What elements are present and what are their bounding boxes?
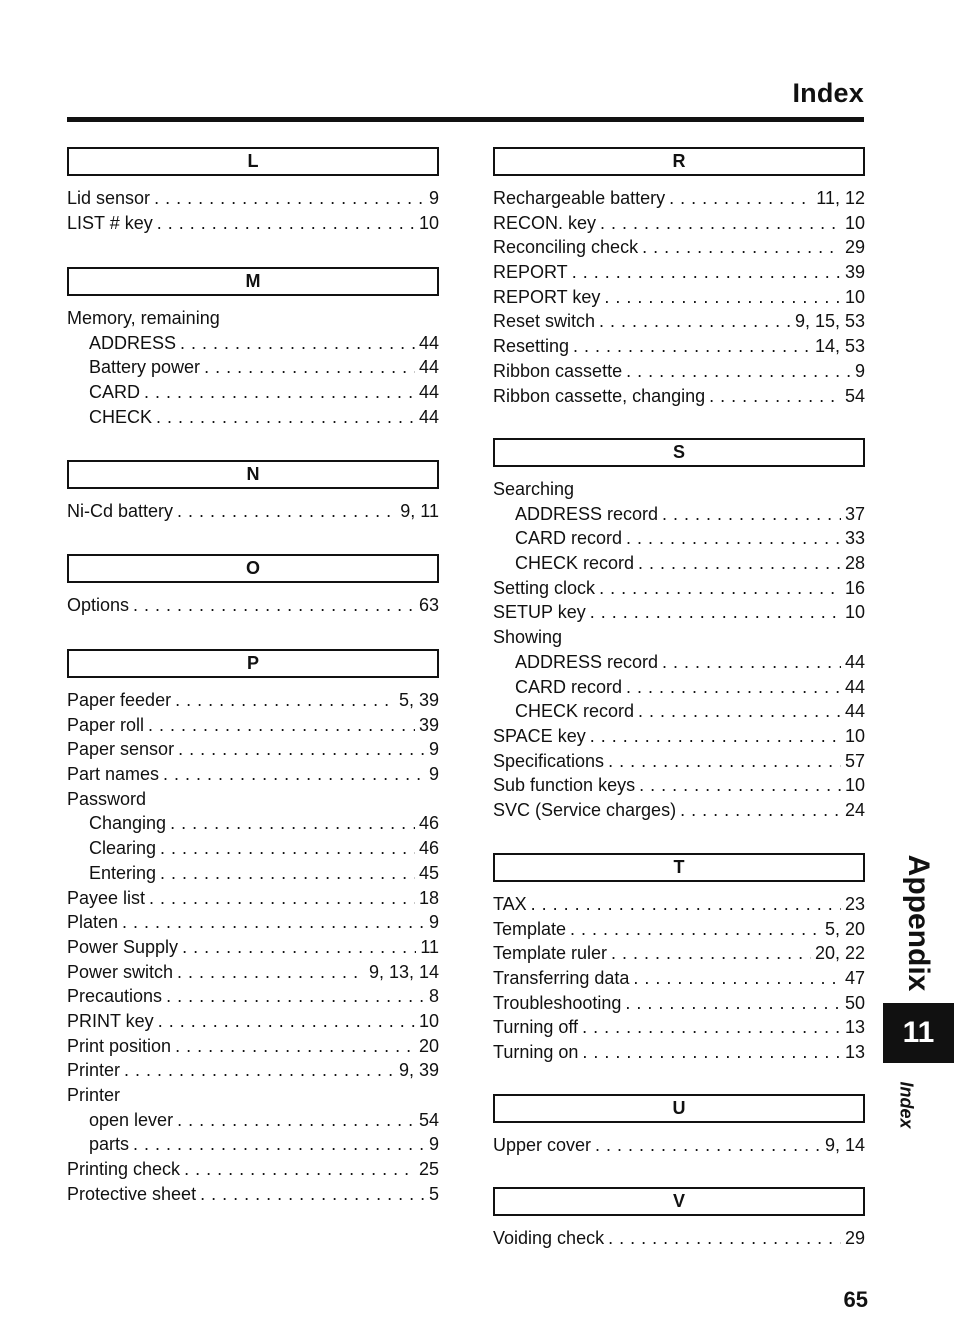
dot-leader <box>625 991 841 1016</box>
dot-leader <box>156 405 415 430</box>
index-entry <box>67 211 439 236</box>
index-pages: 16 <box>844 577 865 598</box>
index-term: Template <box>493 918 567 939</box>
dot-leader <box>133 1132 425 1157</box>
index-pages: 10 <box>844 602 865 623</box>
section-letter-box: V <box>493 1187 865 1216</box>
index-term: TAX <box>493 894 527 914</box>
dot-leader <box>163 762 425 787</box>
dot-leader <box>170 811 415 836</box>
index-term: SVC (Service charges) <box>493 799 677 820</box>
index-tab <box>888 1070 924 1140</box>
index-entry <box>493 334 865 359</box>
dot-leader <box>122 910 425 935</box>
index-section-m <box>67 267 439 429</box>
index-pages: 9 <box>428 764 439 785</box>
index-term: CHECK record <box>515 701 635 722</box>
index-section-l <box>67 147 439 235</box>
dot-leader <box>669 186 812 211</box>
index-entry <box>493 625 865 650</box>
dot-leader <box>160 836 415 861</box>
dot-leader <box>626 526 841 551</box>
index-term: REPORT key <box>493 286 601 307</box>
index-pages: 9, 39 <box>398 1060 439 1081</box>
index-section-s <box>493 438 865 823</box>
dot-leader <box>608 749 841 774</box>
dot-leader <box>590 724 841 749</box>
section-letter-box: N <box>67 460 439 489</box>
index-entry <box>493 551 865 576</box>
dot-leader <box>573 334 811 359</box>
section-letter-box: M <box>67 267 439 296</box>
dot-leader <box>709 384 841 409</box>
index-entry <box>67 984 439 1009</box>
index-pages: 47 <box>844 968 865 989</box>
index-term: Reset switch <box>493 311 596 332</box>
dot-leader <box>599 309 791 334</box>
dot-leader <box>642 235 841 260</box>
dot-leader <box>180 331 415 356</box>
index-pages: 9, 13, 14 <box>368 961 439 982</box>
index-term: Lid sensor <box>67 188 151 208</box>
section-letter-box: L <box>67 147 439 176</box>
index-term: Ribbon cassette <box>493 360 623 381</box>
index-entry <box>67 713 439 738</box>
index-entry <box>67 861 439 886</box>
index-entry <box>67 331 439 356</box>
dot-leader <box>639 773 841 798</box>
index-term: Paper sensor <box>67 739 175 760</box>
index-pages: 5, 39 <box>398 690 439 710</box>
dot-leader <box>611 941 811 966</box>
index-term: PRINT key <box>67 1010 154 1031</box>
index-pages: 29 <box>844 237 865 258</box>
dot-leader <box>600 211 841 236</box>
index-pages: 20 <box>418 1035 439 1056</box>
index-entry <box>67 836 439 861</box>
index-term: Protective sheet <box>67 1183 197 1204</box>
dot-leader <box>177 960 365 985</box>
index-entry <box>493 699 865 724</box>
index-term: Power Supply <box>67 936 179 957</box>
index-pages: 10 <box>844 775 865 796</box>
index-pages: 44 <box>844 701 865 722</box>
index-entry <box>493 798 865 823</box>
chapter-number-box: 11 <box>883 1003 954 1063</box>
index-pages: 44 <box>418 406 439 427</box>
index-entry <box>493 892 865 917</box>
index-entry <box>493 650 865 675</box>
index-term: RECON. key <box>493 212 597 233</box>
index-pages: 23 <box>844 894 865 914</box>
index-section-v <box>493 1187 865 1251</box>
index-pages: 11, 12 <box>816 188 865 208</box>
index-entry <box>493 1133 865 1158</box>
index-section-t <box>493 853 865 1065</box>
dot-leader <box>177 499 396 524</box>
index-term: Specifications <box>493 750 605 771</box>
index-term: CARD record <box>515 676 623 697</box>
index-entry <box>493 211 865 236</box>
index-term: Turning on <box>493 1042 579 1063</box>
index-pages: 5, 20 <box>824 918 865 939</box>
index-term: Transferring data <box>493 968 630 989</box>
index-entry <box>67 811 439 836</box>
index-term: Searching <box>493 479 575 499</box>
index-term: CHECK record <box>515 553 635 574</box>
index-entry <box>67 688 439 713</box>
dot-leader <box>626 675 841 700</box>
index-term: Rechargeable battery <box>493 188 666 208</box>
index-entry <box>493 235 865 260</box>
header-rule <box>67 117 864 122</box>
index-term: Password <box>67 788 147 809</box>
page-number: 65 <box>843 1287 868 1312</box>
index-entry <box>67 1083 439 1108</box>
index-term: Part names <box>67 764 160 785</box>
index-entry <box>67 960 439 985</box>
index-pages: 9 <box>428 912 439 933</box>
dot-leader <box>133 593 415 618</box>
dot-leader <box>638 699 841 724</box>
index-section-u <box>493 1094 865 1158</box>
dot-leader <box>608 1226 841 1251</box>
index-section-r <box>493 147 865 408</box>
index-entry <box>493 749 865 774</box>
dot-leader <box>182 935 416 960</box>
index-tab-label: Index <box>896 1081 917 1129</box>
index-term: ADDRESS record <box>515 503 659 524</box>
index-pages: 8 <box>428 986 439 1007</box>
index-term: Entering <box>89 862 157 883</box>
index-entry <box>67 355 439 380</box>
index-entry <box>67 593 439 618</box>
index-entry <box>493 477 865 502</box>
index-entry <box>67 1132 439 1157</box>
dot-leader <box>177 1108 415 1133</box>
index-entry <box>493 773 865 798</box>
index-term: Clearing <box>89 838 157 859</box>
dot-leader <box>582 1040 841 1065</box>
index-section-n <box>67 460 439 524</box>
index-entry <box>67 306 439 331</box>
index-entry <box>67 1034 439 1059</box>
index-term: Options <box>67 595 130 615</box>
section-letter-box: S <box>493 438 865 467</box>
index-term: Ni-Cd battery <box>67 501 174 521</box>
index-entry <box>493 1040 865 1065</box>
index-pages: 28 <box>844 553 865 574</box>
index-entry <box>493 724 865 749</box>
appendix-tab <box>888 848 948 998</box>
index-term: ADDRESS record <box>515 651 659 672</box>
dot-leader <box>160 861 415 886</box>
index-entry <box>493 576 865 601</box>
index-term: open lever <box>89 1109 174 1130</box>
dot-leader <box>124 1058 395 1083</box>
index-term: Power switch <box>67 961 174 982</box>
section-letter-box: P <box>67 649 439 678</box>
dot-leader <box>680 798 841 823</box>
dot-leader <box>604 285 841 310</box>
index-entry <box>493 359 865 384</box>
index-term: Paper feeder <box>67 690 172 710</box>
section-letter-box: T <box>493 853 865 882</box>
dot-leader <box>166 984 425 1009</box>
index-pages: 10 <box>418 212 439 233</box>
index-entry <box>493 309 865 334</box>
index-pages: 10 <box>844 286 865 307</box>
index-pages: 44 <box>418 382 439 403</box>
section-letter-box: O <box>67 554 439 583</box>
index-term: Resetting <box>493 336 570 357</box>
index-pages: 24 <box>844 799 865 820</box>
dot-leader <box>158 1009 415 1034</box>
index-term: Template ruler <box>493 943 608 964</box>
index-entry <box>493 526 865 551</box>
index-pages: 44 <box>418 332 439 353</box>
index-pages: 46 <box>418 838 439 859</box>
index-term: CHECK <box>89 406 153 427</box>
dot-leader <box>638 551 841 576</box>
index-term: Turning off <box>493 1017 579 1038</box>
dot-leader <box>662 650 841 675</box>
index-entry <box>493 1015 865 1040</box>
index-pages: 5 <box>428 1183 439 1204</box>
index-entry <box>493 991 865 1016</box>
index-pages: 9, 11 <box>400 501 439 521</box>
dot-leader <box>148 713 415 738</box>
index-term: REPORT <box>493 262 568 283</box>
index-entry <box>493 917 865 942</box>
dot-leader <box>149 886 415 911</box>
index-pages: 18 <box>418 887 439 908</box>
index-pages: 29 <box>844 1228 865 1248</box>
dot-leader <box>175 1034 415 1059</box>
index-entry <box>493 941 865 966</box>
section-letter-box: R <box>493 147 865 176</box>
index-term: CARD <box>89 382 141 403</box>
dot-leader <box>157 211 415 236</box>
dot-leader <box>154 186 425 211</box>
index-pages: 9 <box>428 739 439 760</box>
index-entry <box>67 1058 439 1083</box>
index-term: Showing <box>493 627 563 648</box>
index-entry <box>493 600 865 625</box>
index-term: Voiding check <box>493 1228 605 1248</box>
dot-leader <box>570 917 821 942</box>
index-pages: 10 <box>418 1010 439 1031</box>
index-pages: 13 <box>844 1017 865 1038</box>
index-entry <box>67 1182 439 1207</box>
index-term: LIST # key <box>67 212 153 233</box>
index-entry <box>67 787 439 812</box>
index-pages: 13 <box>844 1042 865 1063</box>
dot-leader <box>175 688 395 713</box>
index-pages: 39 <box>844 262 865 283</box>
index-pages: 9 <box>854 360 865 381</box>
index-pages: 37 <box>844 503 865 524</box>
index-pages: 57 <box>844 750 865 771</box>
dot-leader <box>572 260 841 285</box>
index-entry <box>67 1157 439 1182</box>
index-pages: 33 <box>844 528 865 549</box>
index-term: Platen <box>67 912 119 933</box>
index-entry <box>493 966 865 991</box>
index-term: Setting clock <box>493 577 596 598</box>
index-term: Sub function keys <box>493 775 636 796</box>
index-entry <box>493 675 865 700</box>
dot-leader <box>144 380 415 405</box>
index-pages: 10 <box>844 725 865 746</box>
index-pages: 50 <box>844 992 865 1013</box>
index-pages: 45 <box>418 862 439 883</box>
index-term: Reconciling check <box>493 237 639 258</box>
index-term: Paper roll <box>67 714 145 735</box>
dot-leader <box>633 966 841 991</box>
dot-leader <box>662 502 841 527</box>
index-pages: 10 <box>844 212 865 233</box>
index-entry <box>67 380 439 405</box>
index-pages: 44 <box>844 651 865 672</box>
index-pages: 46 <box>418 813 439 834</box>
index-term: parts <box>89 1134 130 1155</box>
index-term: ADDRESS <box>89 332 177 353</box>
index-pages: 14, 53 <box>814 336 865 357</box>
index-pages: 9, 15, 53 <box>794 311 865 332</box>
index-entry <box>67 405 439 430</box>
index-term: SETUP key <box>493 602 586 623</box>
index-entry <box>67 762 439 787</box>
index-term: Payee list <box>67 887 146 908</box>
index-term: Upper cover <box>493 1135 592 1155</box>
index-entry <box>67 886 439 911</box>
index-term: SPACE key <box>493 725 586 746</box>
index-term: Ribbon cassette, changing <box>493 385 706 406</box>
index-entry <box>493 285 865 310</box>
index-pages: 63 <box>418 595 439 615</box>
index-section-p <box>67 649 439 1206</box>
index-pages: 11 <box>420 936 439 957</box>
index-pages: 20, 22 <box>814 943 865 964</box>
index-entry <box>493 260 865 285</box>
index-entry <box>493 186 865 211</box>
index-pages: 9 <box>428 188 439 208</box>
index-pages: 44 <box>418 357 439 378</box>
section-letter-box: U <box>493 1094 865 1123</box>
index-term: Battery power <box>89 357 201 378</box>
index-entry <box>67 1009 439 1034</box>
dot-leader <box>184 1157 415 1182</box>
index-term: Printer <box>67 1060 121 1081</box>
index-entry <box>493 502 865 527</box>
index-term: Memory, remaining <box>67 308 220 328</box>
dot-leader <box>200 1182 425 1207</box>
dot-leader <box>599 576 841 601</box>
dot-leader <box>178 737 425 762</box>
index-pages: 25 <box>418 1159 439 1180</box>
index-pages: 54 <box>844 385 865 406</box>
index-entry <box>67 186 439 211</box>
index-pages: 9 <box>428 1134 439 1155</box>
index-entry <box>67 935 439 960</box>
dot-leader <box>531 892 841 917</box>
dot-leader <box>582 1015 841 1040</box>
index-entry <box>67 737 439 762</box>
page-title: Index <box>792 78 864 108</box>
index-entry <box>67 910 439 935</box>
index-term: Print position <box>67 1035 172 1056</box>
index-entry <box>67 1108 439 1133</box>
index-term: Troubleshooting <box>493 992 622 1013</box>
index-term: Printer <box>67 1085 121 1105</box>
dot-leader <box>626 359 851 384</box>
index-entry <box>493 384 865 409</box>
dot-leader <box>590 600 841 625</box>
index-term: CARD record <box>515 528 623 549</box>
dot-leader <box>204 355 415 380</box>
index-pages: 44 <box>844 676 865 697</box>
index-pages: 9, 14 <box>824 1135 865 1155</box>
index-pages: 39 <box>418 714 439 735</box>
index-entry <box>493 1226 865 1251</box>
dot-leader <box>595 1133 821 1158</box>
appendix-tab-label: Appendix <box>902 854 935 992</box>
index-term: Precautions <box>67 986 163 1007</box>
index-section-o <box>67 554 439 618</box>
index-term: Printing check <box>67 1159 181 1180</box>
index-term: Changing <box>89 813 167 834</box>
index-pages: 54 <box>418 1109 439 1130</box>
index-entry <box>67 499 439 524</box>
